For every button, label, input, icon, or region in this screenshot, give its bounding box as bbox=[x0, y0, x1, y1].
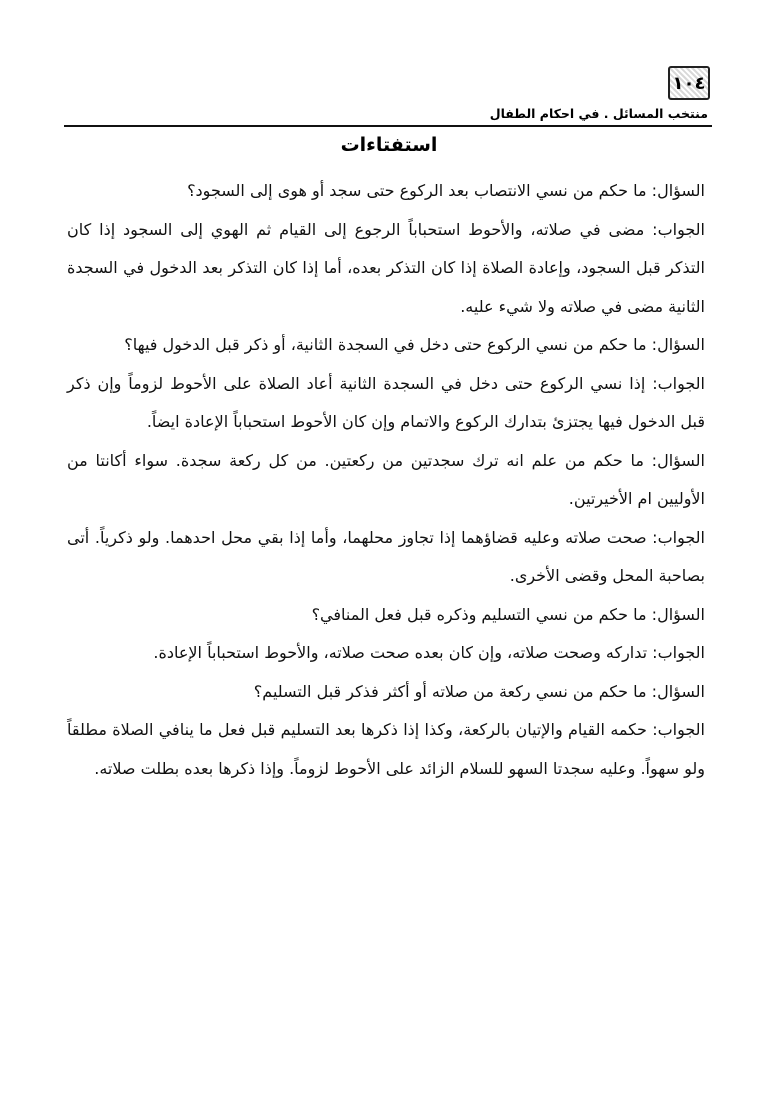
question-paragraph: السؤال: ما حكم من نسي ركعة من صلاته أو أكثر فذكر قبل التسليم؟ bbox=[253, 681, 705, 701]
question-paragraph: السؤال: ما حكم من نسي التسليم وذكره قبل فعل المنافي؟ bbox=[311, 604, 705, 624]
header-divider bbox=[64, 125, 712, 127]
question-paragraph: السؤال: ما حكم من علم انه ترك سجدتين من ركعتين. من كل ركعة سجدة. سواء أكانتا من الأوليين ام الأخيرتين. bbox=[67, 450, 705, 508]
answer-paragraph: الجواب: صحت صلاته وعليه قضاؤهما إذا تجاوز محلهما، وأما إذا بقي محل احدهما. ولو ذكرياً. أتى بصاحبة المحل وقضى الأخرى. bbox=[67, 527, 705, 585]
section-title: استفتاءات bbox=[340, 134, 438, 156]
page-number bbox=[668, 66, 710, 100]
question-paragraph: السؤال: ما حكم من نسي الانتصاب بعد الركوع حتى سجد أو هوى إلى السجود؟ bbox=[187, 181, 705, 200]
answer-paragraph: الجواب: مضى في صلاته، والأحوط استحباباً الرجوع إلى القيام ثم الهوي إلى السجود إذا كان التذكر قبل السجود، وإعادة الصلاة إذا كان التذكر بعده، أما إذا كان التذكر بعد الدخول في السجدة الثانية مضى في صلاته ولا شيء عليه. bbox=[67, 219, 705, 316]
question-paragraph: السؤال: ما حكم من نسي الركوع حتى دخل في السجدة الثانية، أو ذكر قبل الدخول فيها؟ bbox=[124, 335, 705, 354]
answer-paragraph: الجواب: حكمه القيام والإتيان بالركعة، وكذا إذا ذكرها بعد التسليم قبل فعل ما ينافي الصلاة مطلقاً ولو سهواً. وعليه سجدتا السهو للسلام الزائد على الأحوط لزوماً. وإذا ذكرها بعده بطلت صلاته. bbox=[67, 720, 705, 778]
answer-paragraph: الجواب: تداركه وصحت صلاته، وإن كان بعده صحت صلاته، والأحوط استحباباً الإعادة. bbox=[153, 643, 705, 662]
answer-paragraph: الجواب: إذا نسي الركوع حتى دخل في السجدة الثانية أعاد الصلاة على الأحوط لزوماً وإن ذكر قبل الدخول فيها يجتزئ بتدارك الركوع والاتمام وإن كان الأحوط استحباباً الإعادة ايضاً. bbox=[67, 373, 705, 431]
page-number-text: ١٠٤ bbox=[672, 72, 706, 94]
running-header: منتخب المسائل . في احكام الطفال bbox=[489, 106, 708, 121]
body-text bbox=[67, 172, 705, 788]
